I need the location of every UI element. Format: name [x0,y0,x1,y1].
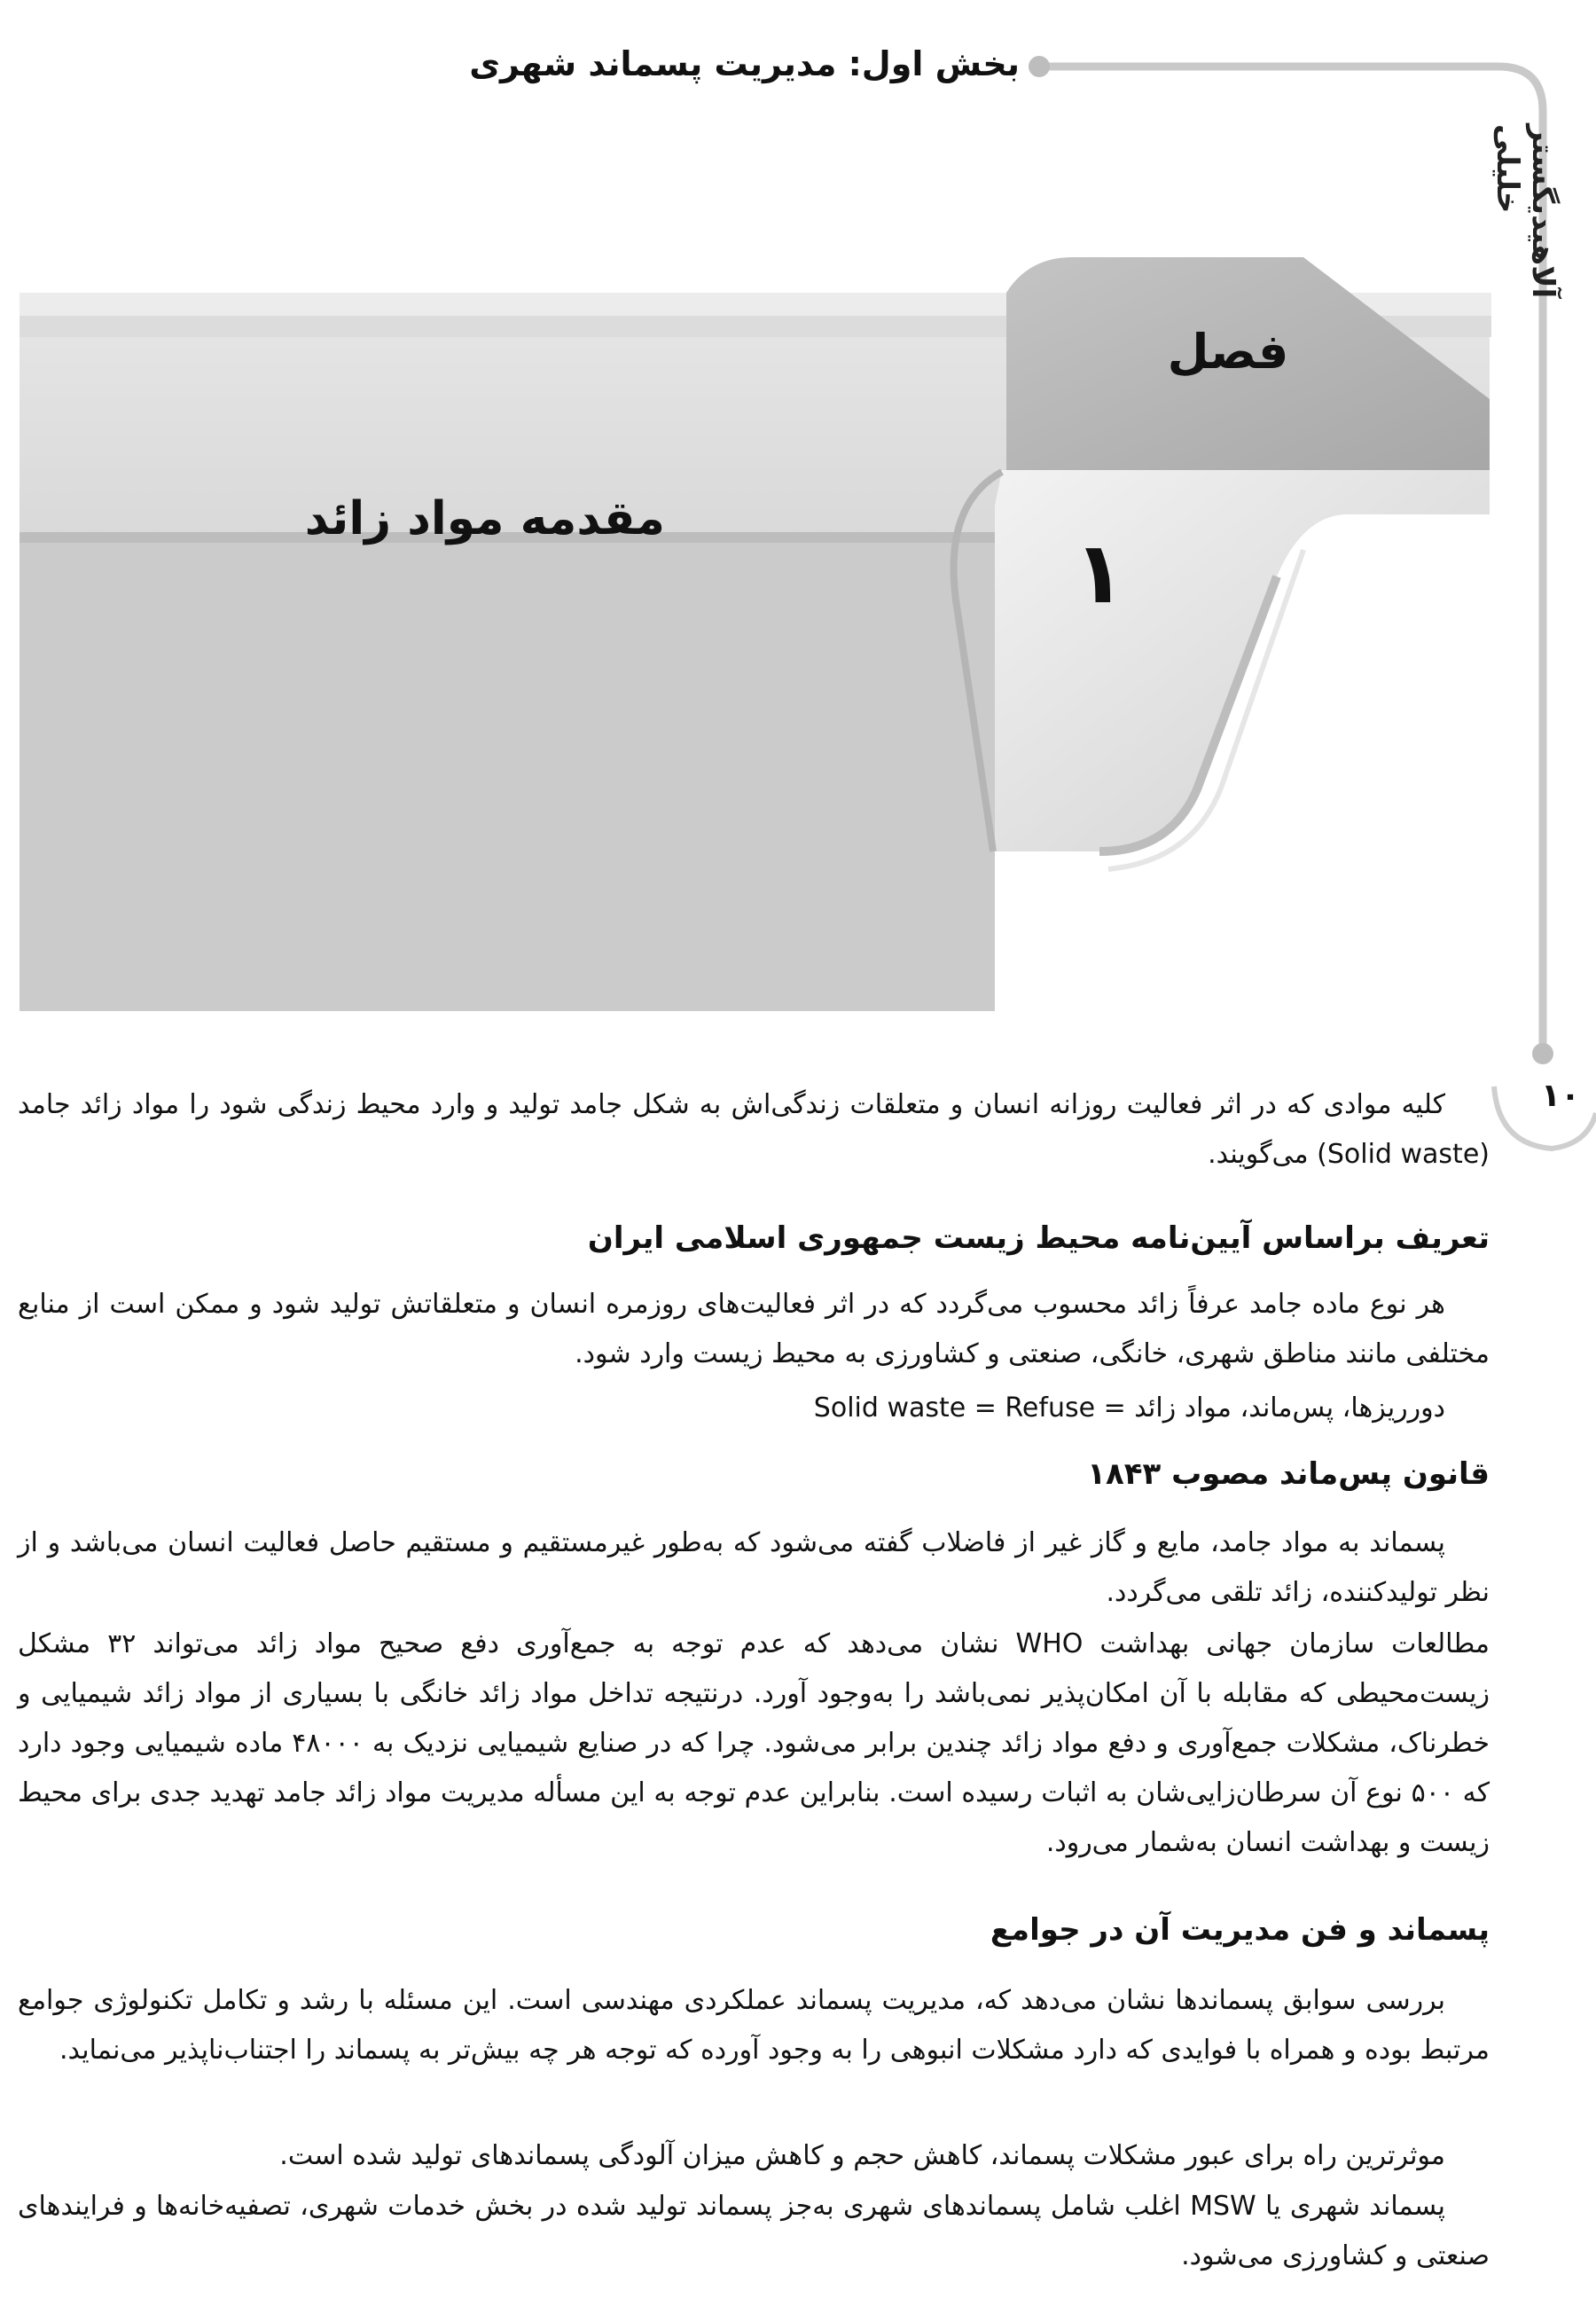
heading-management: پسماند و فن مدیریت آن در جوامع [990,1912,1490,1948]
header-dot [1029,56,1050,77]
formula-line: دورریزها، پس‌ماند، مواد زائد = Solid waste = Refuse [813,1392,1445,1424]
paragraph-definition: هر نوع ماده جامد عرفاً زائد محسوب می‌گردد که در اثر فعالیت‌های روزمره انسان و متعلقاتش تولید شود و ممکن است از منابع مختلفی مانند مناطق شهری، خانگی، صنعتی و کشاورزی به محیط زیست وارد شود. [18,1289,1490,1369]
paragraph-history: بررسی سوابق پسماندها نشان می‌دهد که، مدیریت پسماند عملکردی مهندسی است. این مسئله با رشد و تکامل تکنولوژی جوامع مرتبط بوده و همراه با فوایدی که دارد مشکلات انبوهی را به وجود آورده که توجه هر چه بیش‌تر به پسماند را اجتناب‌ناپذیر می‌نماید. [18,1985,1490,2066]
side-label: آلاهیدیگستر خلیلی [1490,124,1561,299]
paragraph-intro: کلیه موادی که در اثر فعالیت روزانه انسان و متعلقات زندگی‌اش به شکل جامد تولید و وارد محیط زندگی شود را مواد زائد جامد (Solid waste) می‌گویند. [18,1089,1490,1170]
chapter-number: ۱ [1073,523,1126,623]
heading-definition: تعریف براساس آیین‌نامه محیط زیست جمهوری اسلامی ایران [587,1220,1490,1256]
heading-law: قانون پس‌ماند مصوب ۱۸۴۳ [1087,1456,1490,1492]
part-title: بخش اول: مدیریت پسماند شهری [469,44,1020,83]
chapter-label: فصل [1167,324,1289,380]
paragraph-law: پسماند به مواد جامد، مایع و گاز غیر از فاضلاب گفته می‌شود که به‌طور غیرمستقیم و مستقیم حاصل فعالیت انسان می‌باشد و از نظر تولیدکننده، زائد تلقی می‌گردد. [18,1527,1490,1608]
page-number: ۱۰ [1541,1078,1580,1114]
rail-dot [1532,1043,1553,1064]
paragraph-effective: موثرترین راه برای عبور مشکلات پسماند، کاهش حجم و کاهش میزان آلودگی پسماندهای تولید شده است. [279,2140,1445,2171]
paragraph-who: مطالعات سازمان جهانی بهداشت WHO نشان می‌دهد که عدم توجه به جمع‌آوری دفع صحیح مواد زائد می‌تواند ۳۲ مشکل زیست‌محیطی که مقابله با آن امکان‌پذیر نمی‌باشد را به‌وجود آورد. درنتیجه تداخل مواد زائد خانگی با بسیاری از مواد زائد شیمیایی و خطرناک، مشکلات جمع‌آوری و دفع مواد زائد چندین برابر می‌شود. چرا که در صنایع شیمیایی نزدیک به ۴۸۰۰۰ ماده شیمیایی وجود دارد که ۵۰۰ نوع آن سرطان‌زایی‌شان به اثبات رسیده است. بنابراین عدم توجه به این مسأله مدیریت مواد زائد جامد تهدید جدی برای محیط زیست و بهداشت انسان به‌شمار می‌رود. [18,1628,1490,1858]
chapter-title: مقدمه مواد زائد [304,492,665,545]
chapter-banner [0,239,1596,1038]
paragraph-msw: پسماند شهری یا MSW اغلب شامل پسماندهای شهری به‌جز پسماند تولید شده در بخش خدمات شهری، تصفیه‌خانه‌ها و فرایندهای صنعتی و کشاورزی می‌شود. [18,2191,1490,2271]
